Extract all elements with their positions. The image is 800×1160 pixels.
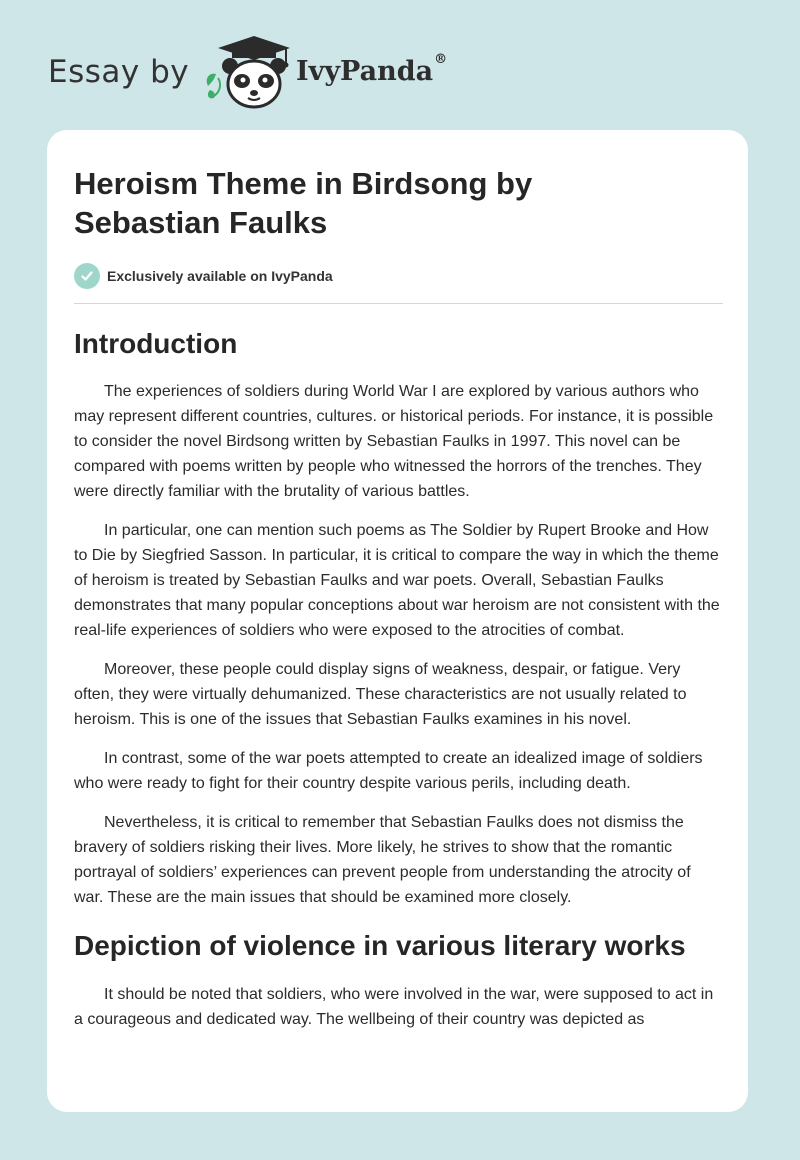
brand-name[interactable] — [296, 52, 448, 87]
article-card — [47, 130, 748, 1112]
exclusive-badge — [74, 263, 333, 289]
paragraph: Moreover, these people could display signs of weakness, despair, or fatigue. Very often, they were virtually dehumanized. These characteristics are not usually related to heroism. This is one of the issues that Sebastian Faulks examines in his novel. — [74, 661, 687, 728]
paragraph: The experiences of soldiers during World War I are explored by various authors who may represent different countries, cultures. or historical periods. For instance, it is possible to consider the novel Birdsong written by Sebastian Faulks in 1997. This novel can be compared with poems written by people who witnessed the horrors of the trenches. They were directly familiar with the brutality of various battles. — [74, 383, 714, 500]
brand-text: IvyPanda — [296, 56, 434, 87]
article-body — [74, 326, 723, 1046]
site-header — [48, 34, 468, 110]
paragraph: In contrast, some of the war poets attempted to create an idealized image of soldiers who were ready to fight for their country despite various perils, including death. — [74, 750, 703, 792]
article-title: Heroism Theme in Birdsong by Sebastian Faulks — [74, 166, 533, 240]
paragraph: In particular, one can mention such poems as The Soldier by Rupert Brooke and How to Die by Siegfried Sasson. In particular, it is critical to compare the way in which the theme of heroism is treated by Sebastian Faulks and war poets. Overall, Sebastian Faulks demonstrates that many popular conceptions about war heroism are not consistent with the real-life experiences of soldiers who were exposed to the atrocities of combat. — [74, 522, 720, 639]
registered-mark: ® — [434, 52, 448, 67]
check-icon — [74, 263, 100, 289]
section-heading-introduction: Introduction — [74, 328, 238, 359]
panda-graduation-cap-logo-icon[interactable] — [202, 34, 292, 110]
divider — [74, 303, 723, 304]
paragraph: It should be noted that soldiers, who were involved in the war, were supposed to act in a courageous and dedicated way. The wellbeing of their country was depicted as — [74, 986, 714, 1028]
paragraph: Nevertheless, it is critical to remember that Sebastian Faulks does not dismiss the bravery of soldiers risking their lives. More likely, he strives to show that the romantic portrayal of soldiers’ experiences can prevent people from understanding the atrocity of war. These are the main issues that should be examined more closely. — [74, 814, 691, 906]
section-heading-depiction-of-violence: Depiction of violence in various literary works — [74, 930, 686, 961]
exclusive-label: Exclusively available on IvyPanda — [107, 268, 333, 284]
essay-by-label: Essay by — [48, 54, 190, 90]
